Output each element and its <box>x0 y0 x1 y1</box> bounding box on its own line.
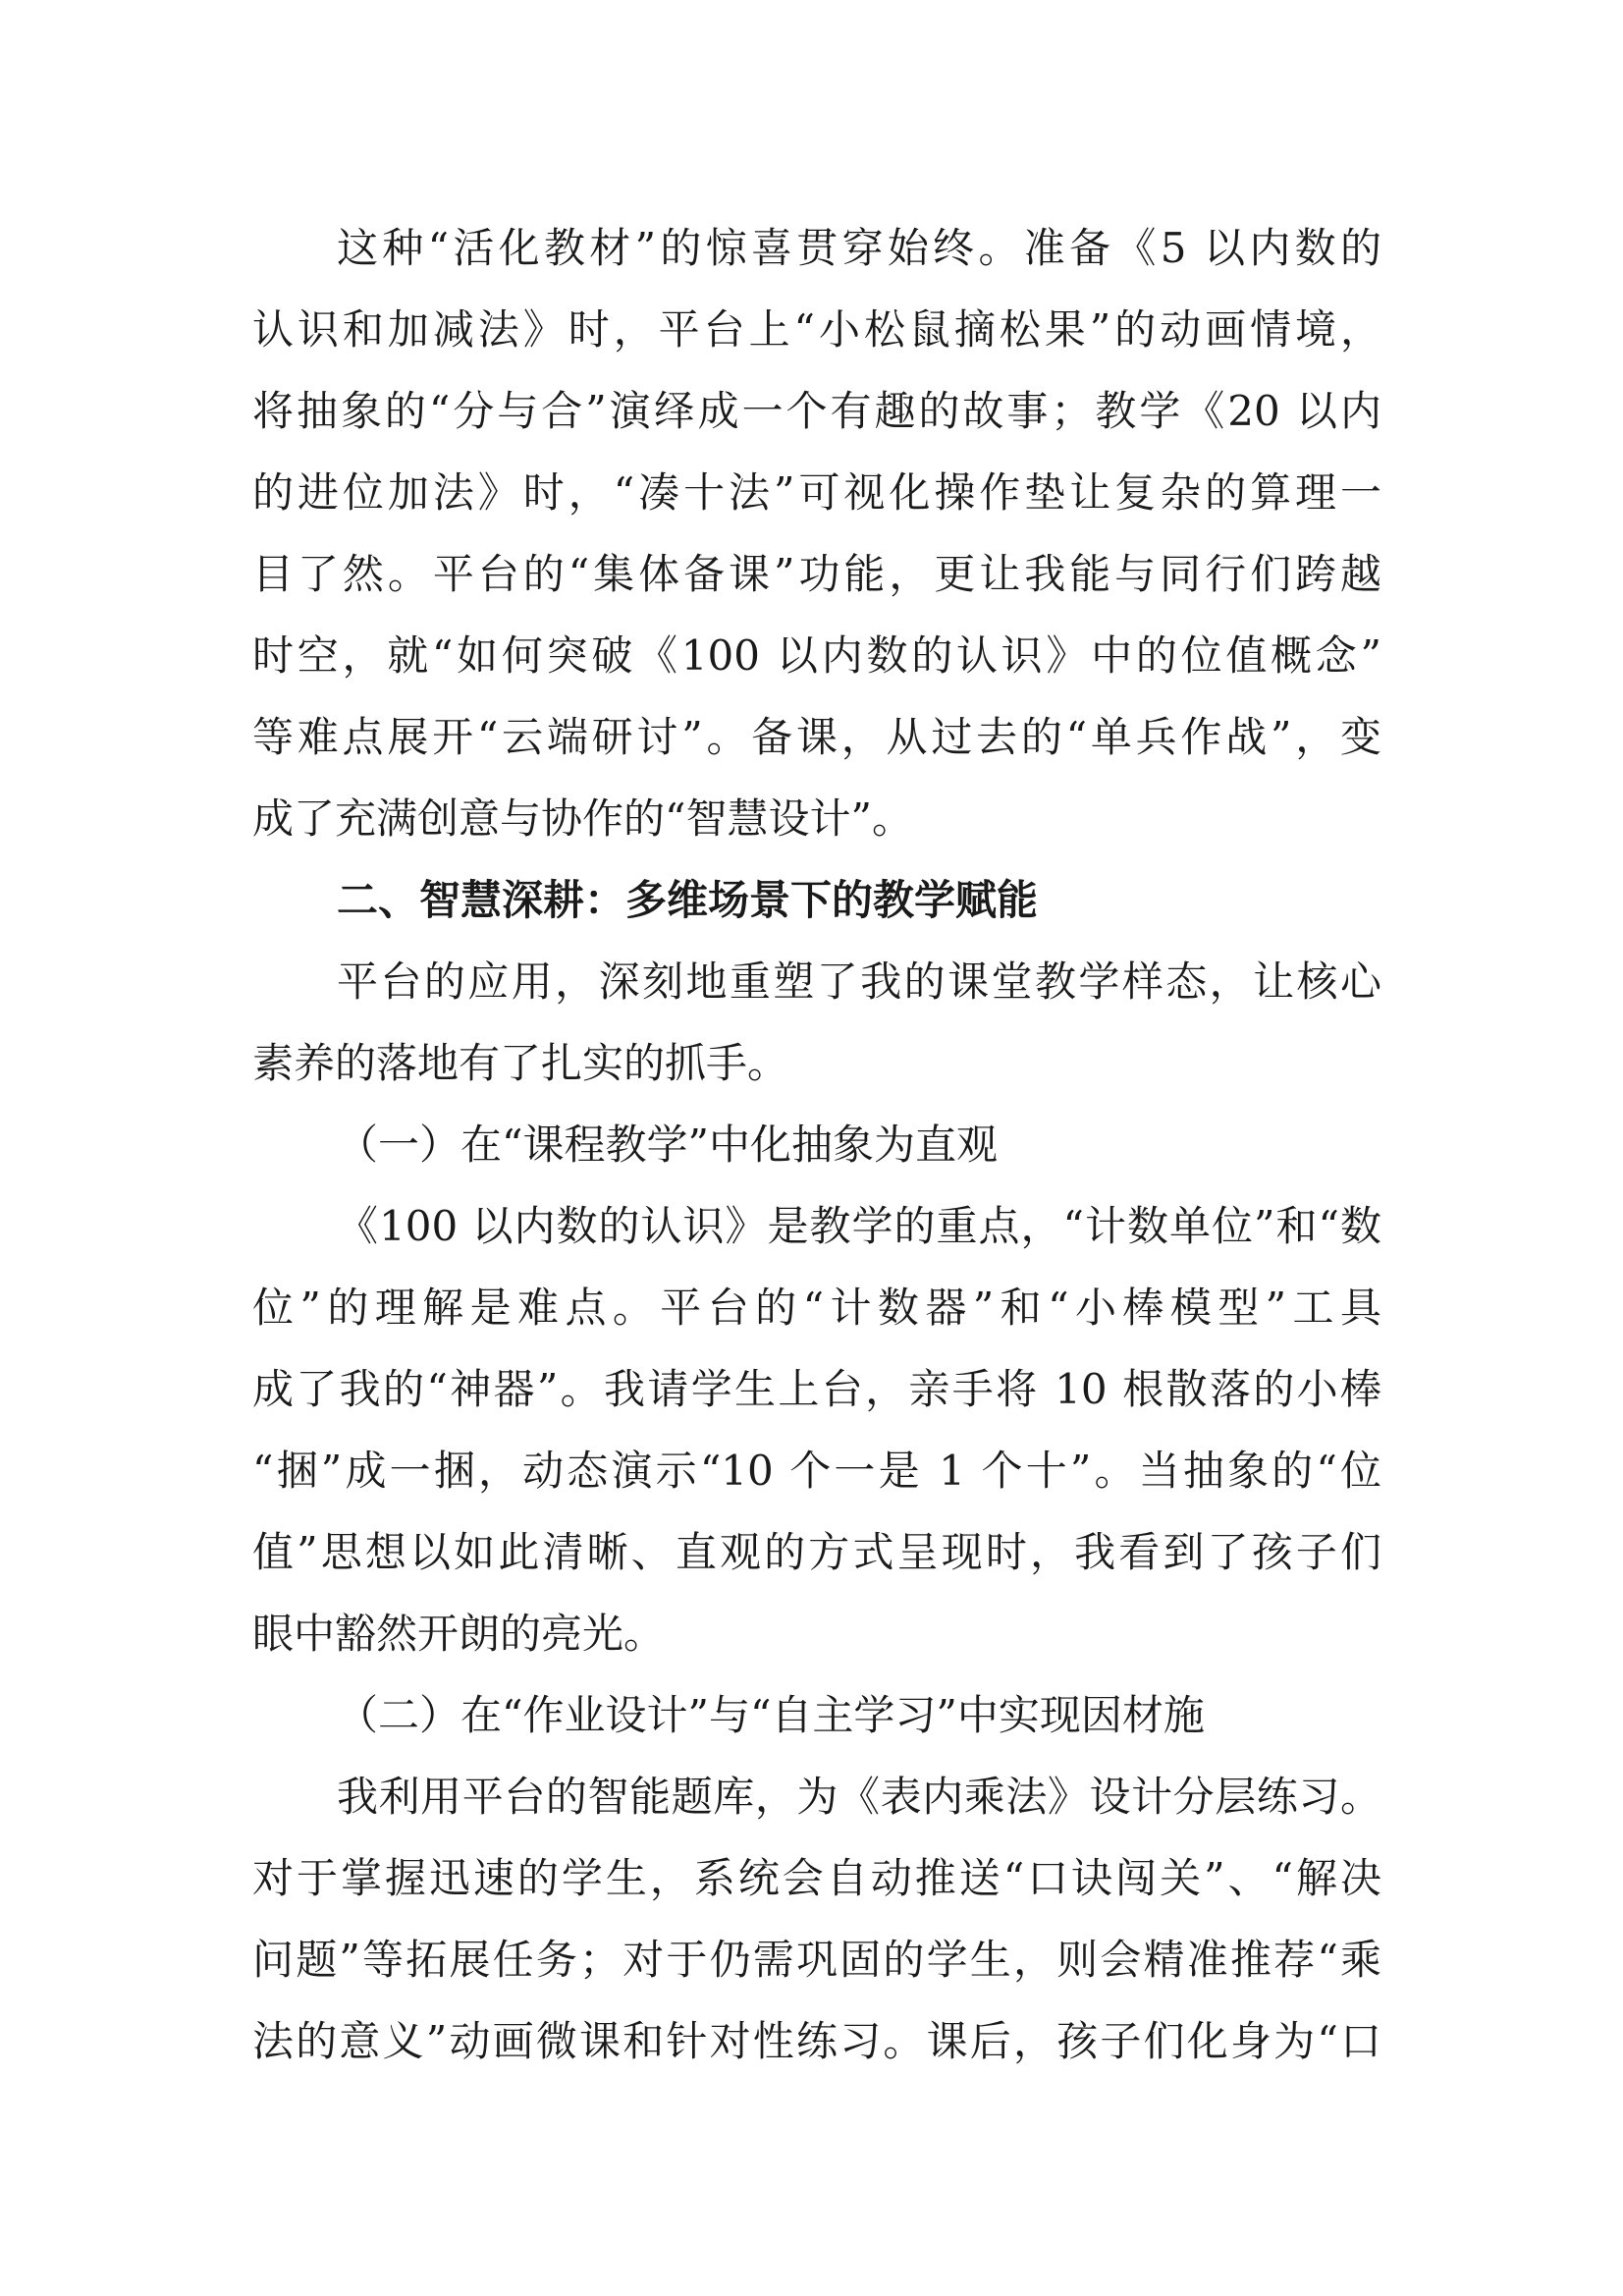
paragraph-line: 成了我的“神器”。我请学生上台，亲手将 10 根散落的小棒 <box>252 1365 1381 1413</box>
paragraph-line: “捆”成一捆，动态演示“10 个一是 1 个十”。当抽象的“位 <box>252 1447 1381 1495</box>
paragraph-line: 法的意义”动画微课和针对性练习。课后，孩子们化身为“口 <box>252 2017 1381 2065</box>
paragraph-line: 问题”等拓展任务；对于仍需巩固的学生，则会精准推荐“乘 <box>252 1936 1381 1984</box>
paragraph-line: 《100 以内数的认识》是教学的重点，“计数单位”和“数 <box>337 1202 1381 1250</box>
paragraph-line: 值”思想以如此清晰、直观的方式呈现时，我看到了孩子们 <box>252 1528 1381 1576</box>
paragraph-line: 的进位加法》时，“凑十法”可视化操作垫让复杂的算理一 <box>252 468 1381 517</box>
paragraph-line: 将抽象的“分与合”演绎成一个有趣的故事；教学《20 以内 <box>252 387 1381 435</box>
paragraph-line: 眼中豁然开朗的亮光。 <box>252 1610 666 1658</box>
subsection-heading: （一）在“课程教学”中化抽象为直观 <box>337 1121 998 1169</box>
paragraph-line: 认识和加减法》时，平台上“小松鼠摘松果”的动画情境， <box>252 305 1381 354</box>
paragraph-line: 等难点展开“云端研讨”。备课，从过去的“单兵作战”，变 <box>252 713 1381 761</box>
paragraph-line: 目了然。平台的“集体备课”功能，更让我能与同行们跨越 <box>252 550 1381 598</box>
paragraph-line: 平台的应用，深刻地重塑了我的课堂教学样态，让核心 <box>337 957 1381 1006</box>
section-heading: 二、智慧深耕：多维场景下的教学赋能 <box>337 876 1039 924</box>
paragraph-line: 这种“活化教材”的惊喜贯穿始终。准备《5 以内数的 <box>337 224 1381 272</box>
paragraph-line: 我利用平台的智能题库，为《表内乘法》设计分层练习。 <box>337 1773 1381 1821</box>
paragraph-line: 对于掌握迅速的学生，系统会自动推送“口诀闯关”、“解决 <box>252 1854 1381 1902</box>
paragraph-line: 成了充满创意与协作的“智慧设计”。 <box>252 794 913 843</box>
paragraph-line: 素养的落地有了扎实的抓手。 <box>252 1039 789 1087</box>
paragraph-line: 位”的理解是难点。平台的“计数器”和“小棒模型”工具 <box>252 1284 1381 1332</box>
subsection-heading: （二）在“作业设计”与“自主学习”中实现因材施 <box>337 1691 1205 1739</box>
paragraph-line: 时空，就“如何突破《100 以内数的认识》中的位值概念” <box>252 631 1381 680</box>
